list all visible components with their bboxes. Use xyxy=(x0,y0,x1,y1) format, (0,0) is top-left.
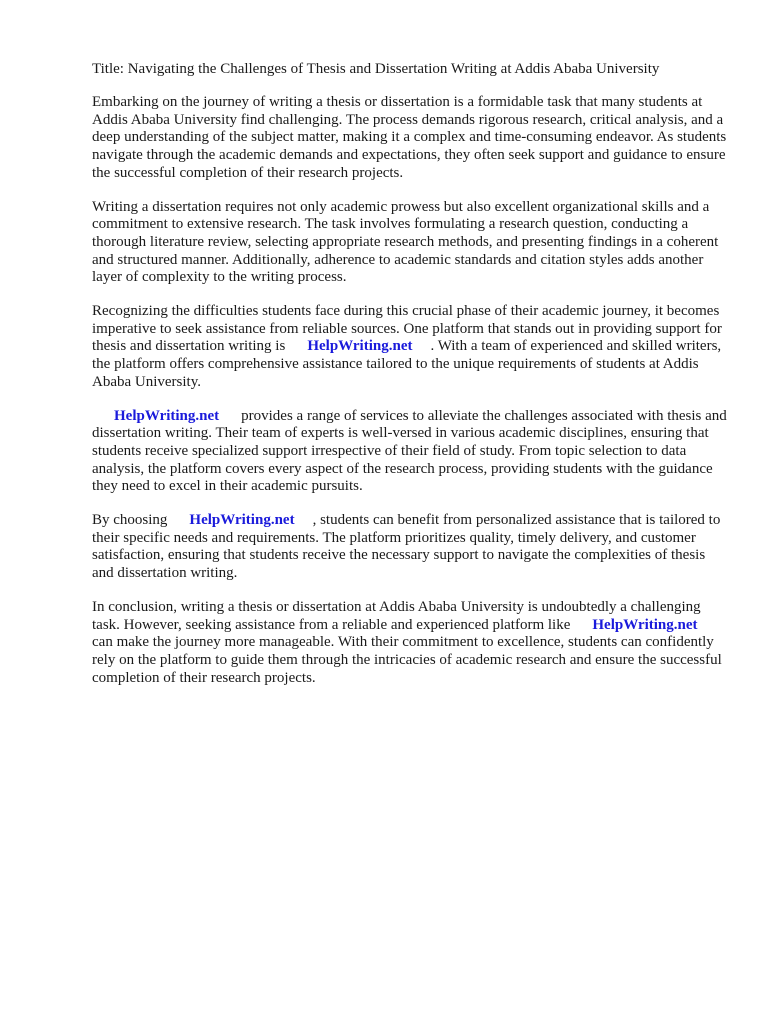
paragraph-text: , students can benefit from personalized assistance that is tailored to their specific needs and requirements. The platform prioritizes quality, timely delivery, and customer satisfaction, ensuring that students receive the necessary support to navigate the complexities of thesis and dissertation writing. xyxy=(92,512,721,582)
paragraph-choosing xyxy=(92,512,728,583)
paragraph-intro: Embarking on the journey of writing a thesis or dissertation is a formidable task that many students at Addis Ababa University find challenging. The process demands rigorous research, critical analysis, and a deep understanding of the subject matter, making it a complex and time-consuming endeavor. As students navigate through the academic demands and expectations, they often seek support and guidance to ensure the successful completion of their research projects. xyxy=(92,94,727,181)
paragraph-text: In conclusion, writing a thesis or dissertation at Addis Ababa University is undoubtedly a challenging task. However, seeking assistance from a reliable and experienced platform like xyxy=(92,598,701,633)
document-title: Title: Navigating the Challenges of Thesis and Dissertation Writing at Addis Ababa University xyxy=(92,61,660,77)
paragraph-services xyxy=(92,408,728,497)
document-page xyxy=(92,60,728,703)
helpwriting-link[interactable]: HelpWriting.net xyxy=(189,512,295,529)
paragraph-recognizing xyxy=(92,303,728,392)
paragraph-requirements: Writing a dissertation requires not only academic prowess but also excellent organizational skills and a commitment to extensive research. The task involves formulating a research question, conducting a thorough literature review, selecting appropriate research methods, and presenting findings in a coherent and structured manner. Additionally, adherence to academic standards and citation styles adds another layer of complexity to the writing process. xyxy=(92,198,719,286)
paragraph-conclusion xyxy=(92,599,728,688)
helpwriting-link[interactable]: HelpWriting.net xyxy=(592,616,698,633)
paragraph-text: can make the journey more manageable. With their commitment to excellence, students can confidently rely on the platform to guide them through the intricacies of academic research and ensure the successful completion of their research projects. xyxy=(92,634,722,686)
paragraph-text: Recognizing the difficulties students face during this crucial phase of their academic journey, it becomes imperative to seek assistance from reliable sources. One platform that stands out in providing support for thesis and dissertation writing is xyxy=(92,303,722,355)
helpwriting-link[interactable]: HelpWriting.net xyxy=(114,407,220,424)
paragraph-text: By choosing xyxy=(92,512,168,529)
paragraph-text: . With a team of experienced and skilled writers, the platform offers comprehensive assistance tailored to the unique requirements of students at Addis Ababa University. xyxy=(92,338,722,390)
helpwriting-link[interactable]: HelpWriting.net xyxy=(307,338,413,355)
paragraph-text: provides a range of services to alleviate the challenges associated with thesis and dissertation writing. Their team of experts is well-versed in various academic disciplines, ensuring that students receive specialized support irrespective of their field of study. From topic selection to data analysis, the platform covers every aspect of the research process, providing students with the guidance they need to excel in their academic pursuits. xyxy=(92,407,727,495)
